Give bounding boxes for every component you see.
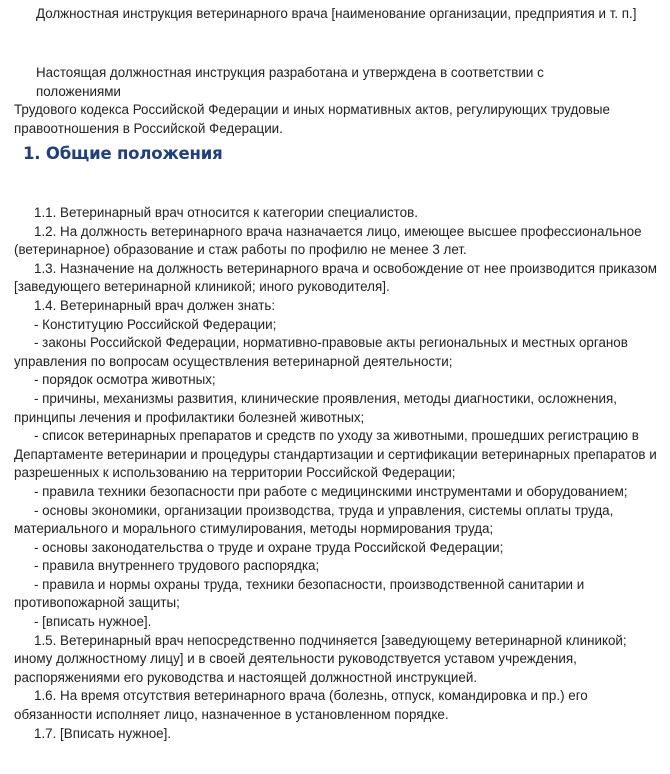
document-line: - правила техники безопасности при работе с медицинскими инструментами и оборудованием; [34, 483, 628, 499]
document-line: - правила внутреннего трудового распорядка; [34, 558, 320, 574]
intro-line: правоотношения в Российской Федерации. [14, 120, 283, 136]
document-line: (ветеринарное) образование и стаж работы по профилю не менее 3 лет. [14, 242, 467, 258]
document-line: - порядок осмотра животных; [34, 372, 216, 388]
document-line: - законы Российской Федерации, нормативно-правовые акты региональных и местных органов [34, 335, 628, 351]
document-line: обязанности исполняет лицо, назначенное в установленном порядке. [14, 707, 449, 723]
document-line: 1.2. На должность ветеринарного врача назначается лицо, имеющее высшее профессиональное [34, 223, 642, 239]
document-line: - [вписать нужное]. [34, 614, 152, 630]
document-line: - причины, механизмы развития, клинические проявления, методы диагностики, осложнения, [34, 390, 617, 406]
document-line: 1.4. Ветеринарный врач должен знать: [34, 297, 276, 313]
section-title: 1. Общие положения [23, 144, 223, 163]
document-line: [заведующего ветеринарной клиникой; иного руководителя]. [14, 279, 390, 295]
document-line: 1.7. [Вписать нужное]. [34, 725, 172, 741]
intro-paragraph [14, 64, 626, 138]
document-line: принципы лечения и профилактики болезней животных; [14, 409, 365, 425]
document-line: управления по вопросам осуществления ветеринарной деятельности; [14, 353, 453, 369]
document-line: иному должностному лицу] и в своей деятельности руководствуется уставом учреждения, [14, 651, 577, 667]
document-line: - Конституцию Российской Федерации; [34, 316, 277, 332]
document-line: 1.3. Назначение на должность ветеринарного врача и освобождение от нее производится приказом [34, 260, 658, 276]
document-line: 1.6. На время отсутствия ветеринарного врача (болезнь, отпуск, командировка и пр.) его [34, 688, 588, 704]
document-header: Должностная инструкция ветеринарного врача [наименование организации, предприятия и т. п.] [36, 6, 637, 21]
document-line: распоряжениями его руководства и настоящей должностной инструкцией. [14, 669, 478, 685]
document-page [14, 0, 670, 774]
document-line: - основы экономики, организации производства, труда и управления, системы оплаты труда, [34, 502, 614, 518]
document-line: - правила и нормы охраны труда, техники безопасности, производственной санитарии и [34, 576, 585, 592]
section-body [14, 204, 670, 743]
intro-line: Трудового кодекса Российской Федерации и иных нормативных актов, регулирующих трудовые [14, 102, 610, 118]
document-line: - основы законодательства о труде и охране труда Российской Федерации; [34, 539, 504, 555]
document-line: 1.1. Ветеринарный врач относится к категории специалистов. [34, 205, 418, 220]
document-line: 1.5. Ветеринарный врач непосредственно подчиняется [заведующему ветеринарной клиникой; [34, 632, 627, 648]
document-line: разрешенных к использованию на территории Российской Федерации; [14, 465, 456, 481]
document-line: Департаменте ветеринарии и процедуры стандартизации и сертификации ветеринарных препаратов и [14, 446, 657, 462]
intro-line: Настоящая должностная инструкция разработана и утверждена в соответствии с положениями [36, 65, 544, 99]
document-line: материального и морального стимулирования, методы нормирования труда; [14, 521, 494, 537]
document-line: - список ветеринарных препаратов и средств по уходу за животными, прошедших регистрацию в [34, 428, 639, 444]
document-line: противопожарной защиты; [14, 595, 180, 611]
